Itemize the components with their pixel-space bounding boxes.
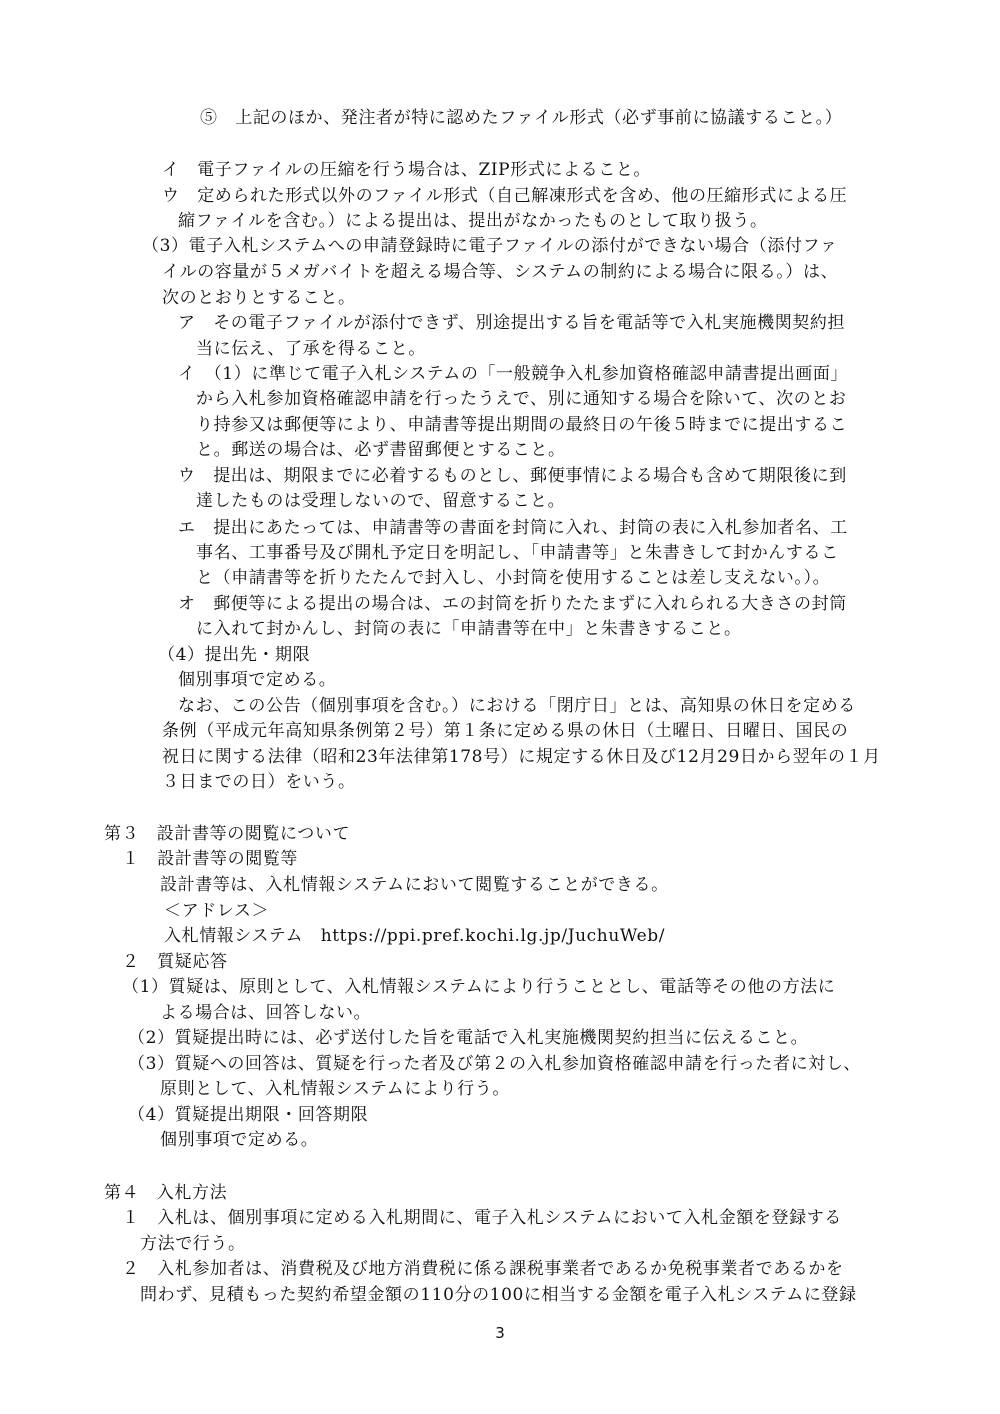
text-line: イ （1）に準じて電子入札システムの「一般競争入札参加資格確認申請書提出画面」 <box>178 364 849 384</box>
section-heading: 第４ 入札方法 <box>104 1183 228 1203</box>
address-line: 入札情報システム https://ppi.pref.kochi.lg.jp/JuchuWeb/ <box>164 926 666 946</box>
text-line: と。郵送の場合は、必ず書留郵便とすること。 <box>196 440 566 460</box>
text-line: 次のとおりとすること。 <box>162 288 356 308</box>
text-line: イルの容量が５メガバイトを超える場合等、システムの制約による場合に限る。）は、 <box>162 262 839 282</box>
text-line: 事名、工事番号及び開札予定日を明記し、「申請書等」と朱書きして封かんするこ <box>196 543 839 563</box>
text-line: から入札参加資格確認申請を行ったうえで、別に通知する場合を除いて、次のとお <box>196 389 847 409</box>
text-line: なお、この公告（個別事項を含む。）における「閉庁日」とは、高知県の休日を定める <box>178 696 856 716</box>
text-line: 設計書等は、入札情報システムにおいて閲覧することができる。 <box>160 875 669 895</box>
subsection-heading: １ 設計書等の閲覧等 <box>122 849 298 869</box>
text-line: 縮ファイルを含む。）による提出は、提出がなかったものとして取り扱う。 <box>178 211 768 231</box>
text-line: 原則として、入札情報システムにより行う。 <box>160 1079 510 1099</box>
text-line: よる場合は、回答しない。 <box>160 1003 372 1023</box>
text-line: イ 電子ファイルの圧縮を行う場合は、ZIP形式によること。 <box>162 160 652 180</box>
text-line: 当に伝え、了承を得ること。 <box>196 339 426 359</box>
text-line: 問わず、見積もった契約希望金額の110分の100に相当する金額を電子入札システムに登録 <box>140 1285 857 1305</box>
text-line: り持参又は郵便等により、申請書等提出期間の最終日の午後５時までに提出するこ <box>196 415 848 435</box>
text-line: 条例（平成元年高知県条例第２号）第１条に定める県の休日（土曜日、日曜日、国民の <box>162 721 849 741</box>
text-line: （1）質疑は、原則として、入札情報システムにより行うこととし、電話等その他の方法に <box>122 977 836 997</box>
text-line: （3）電子入札システムへの申請登録時に電子ファイルの添付ができない場合（添付ファ <box>142 236 838 256</box>
text-line: ウ 定められた形式以外のファイル形式（自己解凍形式を含め、他の圧縮形式による圧 <box>162 186 848 206</box>
text-line: オ 郵便等による提出の場合は、エの封筒を折りたたまずに入れられる大きさの封筒 <box>178 594 847 614</box>
text-line: １ 入札は、個別事項に定める入札期間に、電子入札システムにおいて入札金額を登録する <box>122 1208 842 1228</box>
text-line: （2）質疑提出時には、必ず送付した旨を電話で入札実施機関契約担当に伝えること。 <box>128 1028 809 1048</box>
text-line: （4）提出先・期限 <box>158 645 311 665</box>
text-line: ウ 提出は、期限までに必着するものとし、郵便事情による場合も含めて期限後に到 <box>178 466 847 486</box>
text-line: ３日までの日）をいう。 <box>162 772 356 792</box>
text-line: 個別事項で定める。 <box>160 1130 319 1150</box>
text-line: ２ 入札参加者は、消費税及び地方消費税に係る課税事業者であるか免税事業者であるかを <box>122 1259 844 1279</box>
text-line: ⑤ 上記のほか、発注者が特に認めたファイル形式（必ず事前に協議すること。） <box>200 108 843 128</box>
text-line: エ 提出にあたっては、申請書等の書面を封筒に入れ、封筒の表に入札参加者名、工 <box>178 518 848 538</box>
subsection-heading: ２ 質疑応答 <box>122 952 228 972</box>
text-line: 方法で行う。 <box>140 1234 246 1254</box>
page-number: 3 <box>495 1324 505 1342</box>
text-line: ＜アドレス＞ <box>164 901 270 921</box>
text-line: 祝日に関する法律（昭和23年法律第178号）に規定する休日及び12月29日から翌年の１月 <box>162 747 881 767</box>
text-line: （4）質疑提出期限・回答期限 <box>128 1105 369 1125</box>
text-line: 個別事項で定める。 <box>178 670 337 690</box>
text-line: （3）質疑への回答は、質疑を行った者及び第２の入札参加資格確認申請を行った者に対し、 <box>128 1054 862 1074</box>
text-line: に入れて封かんし、封筒の表に「申請書等在中」と朱書きすること。 <box>196 619 742 639</box>
text-line: 達したものは受理しないので、留意すること。 <box>196 491 566 511</box>
text-line: ア その電子ファイルが添付できず、別途提出する旨を電話等で入札実施機関契約担 <box>178 313 846 333</box>
section-heading: 第３ 設計書等の閲覧について <box>104 824 351 844</box>
text-line: と（申請書等を折りたたんで封入し、小封筒を使用することは差し支えない。）。 <box>196 568 831 588</box>
